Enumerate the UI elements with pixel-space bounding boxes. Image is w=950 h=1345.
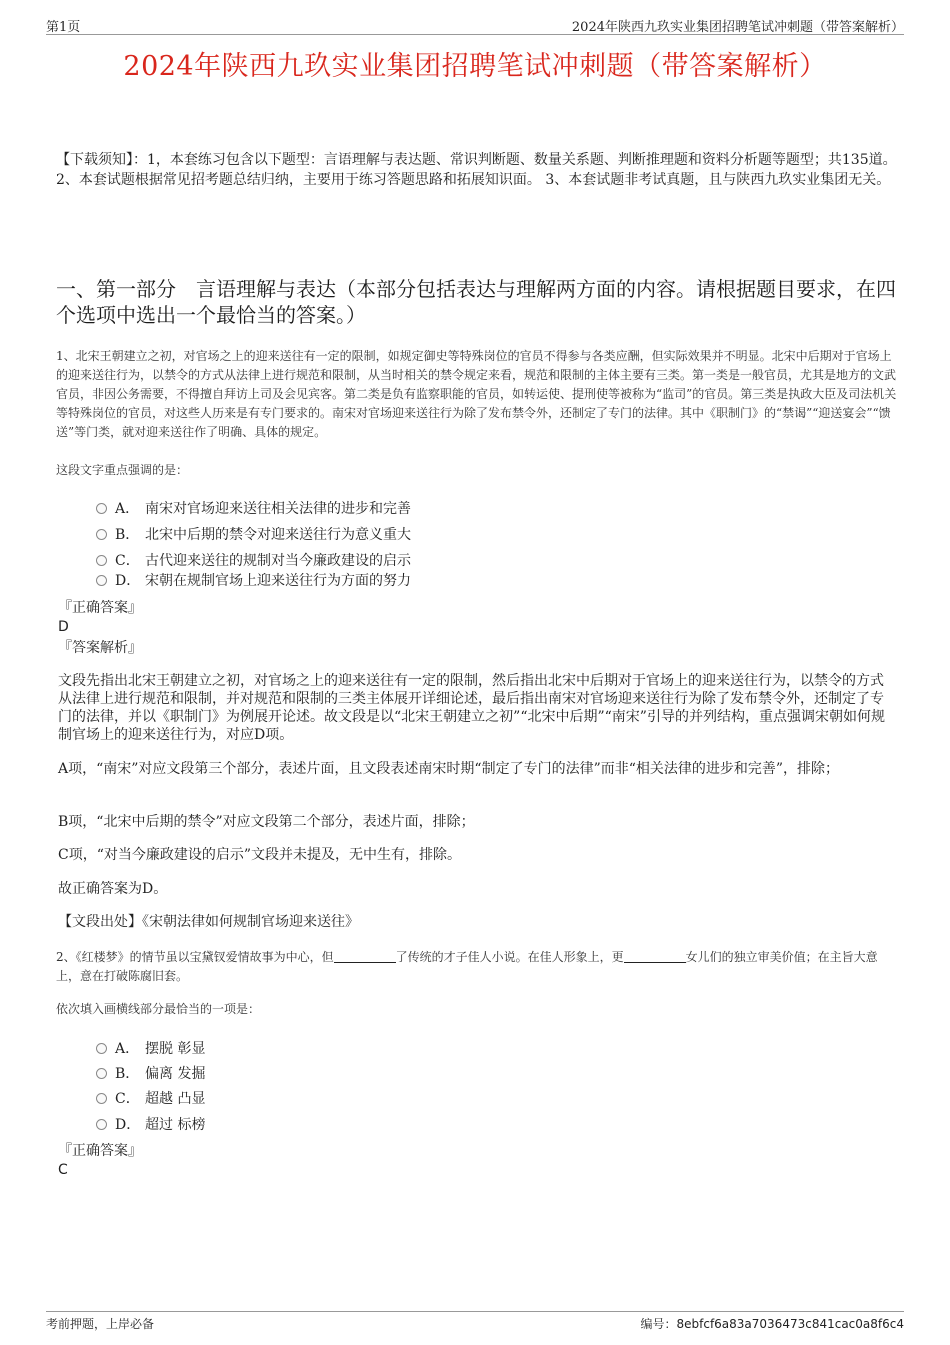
page-number: 第1页 xyxy=(46,20,81,35)
answer-label: 『正确答案』 xyxy=(58,600,142,616)
radio-icon[interactable] xyxy=(96,1043,107,1054)
question-2-stem: 依次填入画横线部分最恰当的一项是： xyxy=(56,1002,261,1016)
option-d[interactable]: D． 超过 标榜 xyxy=(96,1114,205,1134)
option-c[interactable]: C． 超越 凸显 xyxy=(96,1088,205,1108)
radio-icon[interactable] xyxy=(96,1119,107,1130)
option-b[interactable]: B． 偏离 发掘 xyxy=(96,1063,205,1083)
footer-slogan: 考前押题，上岸必备 xyxy=(46,1317,155,1331)
fill-blank-2 xyxy=(624,962,686,963)
analysis-conclusion: 故正确答案为D。 xyxy=(58,881,168,897)
radio-icon[interactable] xyxy=(96,1093,107,1104)
radio-icon[interactable] xyxy=(96,555,107,566)
question-1-stem: 这段文字重点强调的是： xyxy=(56,463,189,477)
document-code: 编号：8ebfcf6a83a7036473c841cac0a8f6c4 xyxy=(640,1317,904,1331)
option-d[interactable]: D． 宋朝在规制官场上迎来送往行为方面的努力 xyxy=(96,570,411,590)
radio-icon[interactable] xyxy=(96,529,107,540)
analysis-option-c: C项，“对当今廉政建设的启示”文段并未提及，无中生有，排除。 xyxy=(58,847,462,863)
question-2-passage: 2、《红楼梦》的情节虽以宝黛钗爱情故事为中心，但 了传统的才子佳人小说。在佳人形象上，更 女儿们的独立审美价值；在主旨大意上，意在打破陈腐旧套。 xyxy=(56,950,878,983)
analysis-option-a: A项，“南宋”对应文段第三个部分，表述片面，且文段表述南宋时期“制定了专门的法律”而非“相关法律的进步和完善”，排除； xyxy=(58,761,840,777)
radio-icon[interactable] xyxy=(96,575,107,586)
question-1-passage: 1、北宋王朝建立之初，对官场之上的迎来送往有一定的限制，如规定御史等特殊岗位的官员不得参与各类应酬，但实际效果并不明显。北宋中后期对于官场上的迎来送往行为，以禁令的方式从法律上进行规范和限制，从当时相关的禁令规定来看，规范和限制的主体主要有三类。第一类是一般官员，尤其是地方的文武官员，非因公务需要，不得擅自拜访上司及会见宾客。第二类是负有监察职能的官员，如转运使、提刑使等被称为“监司”的官员。第三类是执政大臣及司法机关等特殊岗位的官员，对这些人历来是有专门要求的。南宋对官场迎来送往行为除了发布禁令外，还制定了专门的法律。其中《职制门》的“禁谒”“迎送宴会”“馈送”等门类，就对迎来送往作了明确、具体的规定。 xyxy=(56,349,897,439)
header-doc-title: 2024年陕西九玖实业集团招聘笔试冲刺题（带答案解析） xyxy=(571,20,904,35)
option-c[interactable]: C． 古代迎来送往的规制对当今廉政建设的启示 xyxy=(96,550,411,570)
page-header xyxy=(46,14,904,35)
option-b[interactable]: B． 北宋中后期的禁令对迎来送往行为意义重大 xyxy=(96,524,411,544)
answer-value: D xyxy=(58,619,69,635)
answer-label: 『正确答案』 xyxy=(58,1143,142,1159)
radio-icon[interactable] xyxy=(96,503,107,514)
passage-source: 【文段出处】《宋朝法律如何规制官场迎来送往》 xyxy=(58,914,359,930)
page-footer xyxy=(46,1311,904,1332)
analysis-option-b: B项，“北宋中后期的禁令”对应文段第二个部分，表述片面，排除； xyxy=(58,814,475,830)
download-notice: 【下载须知】：1，本套练习包含以下题型：言语理解与表达题、常识判断题、数量关系题、判断推理题和资料分析题等题型；共135道。 2、本套试题根据常见招考题总结归纳，主要用于练习答题思路和拓展知识面。 3、本套试题非考试真题，且与陕西九玖实业集团无关。 xyxy=(56,152,897,188)
option-a[interactable]: A． 摆脱 彰显 xyxy=(96,1038,205,1058)
analysis-paragraph: 文段先指出北宋王朝建立之初，对官场之上的迎来送往有一定的限制，然后指出北宋中后期对于官场上的迎来送往行为，以禁令的方式从法律上进行规范和限制，并对规范和限制的三类主体展开详细论述，最后指出南宋对官场迎来送往行为除了发布禁令外，还制定了专门的法律，并以《职制门》为例展开论述。故文段是以“北宋王朝建立之初”“北宋中后期”“南宋”引导的并列结构，重点强调宋朝如何规制官场上的迎来送往行为，对应D项。 xyxy=(58,673,885,743)
option-a[interactable]: A． 南宋对官场迎来送往相关法律的进步和完善 xyxy=(96,498,411,518)
document-title: 2024年陕西九玖实业集团招聘笔试冲刺题（带答案解析） xyxy=(123,51,827,82)
radio-icon[interactable] xyxy=(96,1068,107,1079)
answer-value: C xyxy=(58,1162,68,1178)
section-title: 一、第一部分 言语理解与表达（本部分包括表达与理解两方面的内容。请根据题目要求，在四个选项中选出一个最恰当的答案。） xyxy=(56,277,896,327)
fill-blank-1 xyxy=(334,962,396,963)
analysis-label: 『答案解析』 xyxy=(58,640,142,656)
